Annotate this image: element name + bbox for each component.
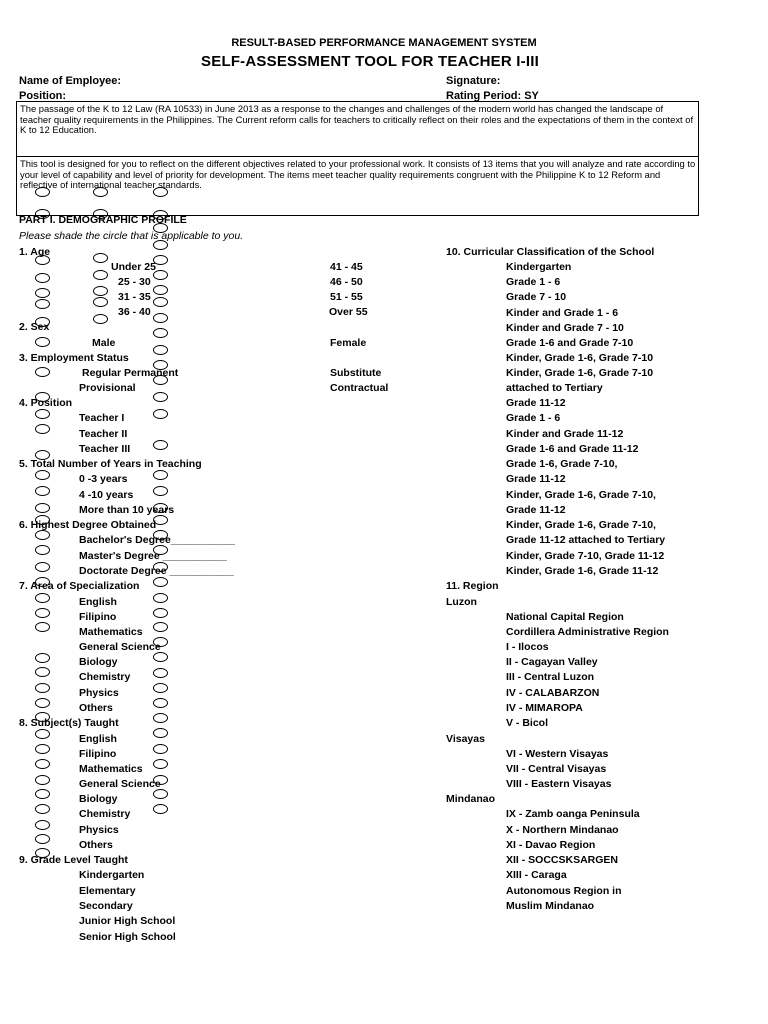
years-option: 0 -3 years (79, 473, 128, 485)
employment-option: Contractual (330, 382, 389, 394)
region-option: Autonomous Region in (506, 885, 622, 897)
subject-option: English (79, 733, 117, 745)
shade-circle[interactable] (153, 255, 168, 265)
years-option: More than 10 years (79, 504, 175, 516)
shade-circle[interactable] (153, 789, 168, 799)
shade-circle[interactable] (35, 255, 50, 265)
degree-option: Bachelor's Degree___________ (79, 534, 236, 546)
region-option: National Capital Region (506, 611, 624, 623)
region-option: VIII - Eastern Visayas (506, 778, 612, 790)
shade-circle[interactable] (153, 392, 168, 402)
curricular-option: Kinder, Grade 1-6, Grade 7-10 (506, 367, 654, 379)
shade-circle[interactable] (35, 820, 50, 830)
shade-circle[interactable] (153, 297, 168, 307)
shade-circle[interactable] (93, 187, 108, 197)
shade-circle[interactable] (35, 775, 50, 785)
curricular-option: Kinder and Grade 7 - 10 (506, 322, 624, 334)
shade-circle[interactable] (35, 562, 50, 572)
region-option: I - Ilocos (506, 641, 549, 653)
shade-circle[interactable] (153, 313, 168, 323)
shade-circle[interactable] (35, 683, 50, 693)
q8-title: 8. Subject(s) Taught (19, 717, 119, 729)
shade-circle[interactable] (153, 210, 168, 220)
part1-instruction: Please shade the circle that is applicable to you. (19, 230, 244, 242)
position-option: Teacher III (79, 443, 131, 455)
shade-circle[interactable] (153, 668, 168, 678)
q1-title: 1. Age (19, 246, 51, 258)
shade-circle[interactable] (153, 593, 168, 603)
curricular-option: Grade 11-12 (506, 473, 566, 485)
curricular-option: Grade 1 - 6 (506, 412, 561, 424)
grade-level-option: Senior High School (79, 931, 176, 943)
region-option: X - Northern Mindanao (506, 824, 619, 836)
shade-circle[interactable] (35, 545, 50, 555)
shade-circle[interactable] (153, 470, 168, 480)
shade-circle[interactable] (153, 187, 168, 197)
grade-level-option: Secondary (79, 900, 133, 912)
shade-circle[interactable] (35, 530, 50, 540)
shade-circle[interactable] (153, 622, 168, 632)
intro-paragraph-1: The passage of the K to 12 Law (RA 10533) in June 2013 as a response to the changes and challenges of the modern world has changed the landscape of teacher quality requirements in the Philippines. The Current reform calls for teachers to critically reflect on their roles and the expectations of them in the context of K to 12 Education. (20, 103, 694, 136)
subject-option: General Science (79, 778, 161, 790)
shade-circle[interactable] (153, 328, 168, 338)
shade-circle[interactable] (35, 608, 50, 618)
region-option: IV - MIMAROPA (506, 702, 583, 714)
region-option: IX - Zamb oanga Peninsula (506, 808, 640, 820)
subject-option: Biology (79, 793, 118, 805)
shade-circle[interactable] (93, 297, 108, 307)
employee-name-label: Name of Employee: (19, 75, 122, 87)
position-label: Position: (19, 90, 67, 102)
shade-circle[interactable] (93, 253, 108, 263)
shade-circle[interactable] (153, 545, 168, 555)
employment-option: Provisional (79, 382, 136, 394)
shade-circle[interactable] (35, 698, 50, 708)
grade-level-option: Kindergarten (79, 869, 145, 881)
shade-circle[interactable] (153, 759, 168, 769)
curricular-option: Grade 1-6 and Grade 11-12 (506, 443, 639, 455)
shade-circle[interactable] (153, 515, 168, 525)
sex-option: Male (92, 337, 116, 349)
specialization-option: Physics (79, 687, 119, 699)
q2-title: 2. Sex (19, 321, 50, 333)
region-option: XIII - Caraga (506, 869, 567, 881)
employment-option: Regular Permanent (82, 367, 179, 379)
shade-circle[interactable] (35, 653, 50, 663)
curricular-option: Kinder, Grade 1-6, Grade 7-10, (506, 519, 656, 531)
curricular-option: Kinder, Grade 1-6, Grade 11-12 (506, 565, 659, 577)
shade-circle[interactable] (35, 317, 50, 327)
q6-title: 6. Highest Degree Obtained (19, 519, 157, 531)
sex-option: Female (330, 337, 367, 349)
region-option: IV - CALABARZON (506, 687, 600, 699)
shade-circle[interactable] (93, 209, 108, 219)
shade-circle[interactable] (153, 683, 168, 693)
age-option: 41 - 45 (330, 261, 363, 273)
position-option: Teacher II (79, 428, 128, 440)
region-group-luzon: Luzon (446, 596, 477, 608)
intro-divider (17, 156, 698, 157)
region-option: VI - Western Visayas (506, 748, 609, 760)
intro-box (16, 101, 699, 216)
years-option: 4 -10 years (79, 489, 134, 501)
q7-title: 7. Area of Specialization (19, 580, 140, 592)
shade-circle[interactable] (35, 834, 50, 844)
shade-circle[interactable] (35, 622, 50, 632)
region-option: III - Central Luzon (506, 671, 595, 683)
region-option: XI - Davao Region (506, 839, 596, 851)
shade-circle[interactable] (93, 314, 108, 324)
system-title: RESULT-BASED PERFORMANCE MANAGEMENT SYSTEM (231, 37, 537, 49)
rating-period-label: Rating Period: SY (446, 90, 539, 102)
q3-title: 3. Employment Status (19, 352, 129, 364)
shade-circle[interactable] (35, 515, 50, 525)
shade-circle[interactable] (35, 804, 50, 814)
shade-circle[interactable] (153, 503, 168, 513)
shade-circle[interactable] (35, 392, 50, 402)
shade-circle[interactable] (153, 223, 168, 233)
curricular-option: Kinder, Grade 1-6, Grade 7-10 (506, 352, 654, 364)
shade-circle[interactable] (35, 667, 50, 677)
shade-circle[interactable] (35, 273, 50, 283)
curricular-option: Grade 1-6, Grade 7-10, (506, 458, 618, 470)
q5-title: 5. Total Number of Years in Teaching (19, 458, 202, 470)
shade-circle[interactable] (35, 593, 50, 603)
shade-circle[interactable] (153, 375, 168, 385)
shade-circle[interactable] (35, 759, 50, 769)
intro-paragraph-2: This tool is designed for you to reflect on the different objectives related to your professional work. It consists of 13 items that you will analyze and rate according to your level of capability and level of priority for development. The items meet teacher quality requirements congruent with the Philippine K to 12 Reform and reflective of international teacher standards. (20, 158, 696, 191)
region-option: VII - Central Visayas (506, 763, 607, 775)
curricular-option: Grade 11-12 (506, 504, 566, 516)
signature-label: Signature: (446, 75, 501, 87)
grade-level-option: Junior High School (79, 915, 176, 927)
degree-option: Doctorate Degree ___________ (79, 565, 234, 577)
shade-circle[interactable] (35, 486, 50, 496)
shade-circle[interactable] (153, 409, 168, 419)
shade-circle[interactable] (35, 337, 50, 347)
age-option: Under 25 (111, 261, 156, 273)
tool-title: SELF-ASSESSMENT TOOL FOR TEACHER I-III (201, 53, 539, 70)
curricular-option: attached to Tertiary (506, 382, 603, 394)
shade-circle[interactable] (35, 729, 50, 739)
q9-title: 9. Grade Level Taught (19, 854, 128, 866)
age-option: 36 - 40 (118, 306, 151, 318)
shade-circle[interactable] (153, 360, 168, 370)
shade-circle[interactable] (35, 288, 50, 298)
shade-circle[interactable] (153, 440, 168, 450)
part1-title: PART I. DEMOGRAPHIC PROFILE (19, 214, 187, 226)
region-option: V - Bicol (506, 717, 549, 729)
shade-circle[interactable] (153, 530, 168, 540)
specialization-option: Biology (79, 656, 118, 668)
shade-circle[interactable] (153, 637, 168, 647)
shade-circle[interactable] (153, 713, 168, 723)
shade-circle[interactable] (153, 728, 168, 738)
shade-circle[interactable] (153, 270, 168, 280)
specialization-option: Chemistry (79, 671, 131, 683)
age-option: 31 - 35 (118, 291, 151, 303)
curricular-option: Kinder and Grade 11-12 (506, 428, 624, 440)
shade-circle[interactable] (35, 367, 50, 377)
specialization-option: Filipino (79, 611, 117, 623)
subject-option: Chemistry (79, 808, 131, 820)
shade-circle[interactable] (153, 652, 168, 662)
curricular-option: Grade 7 - 10 (506, 291, 567, 303)
shade-circle[interactable] (153, 698, 168, 708)
curricular-option: Grade 11-12 (506, 397, 566, 409)
shade-circle[interactable] (35, 424, 50, 434)
subject-option: Physics (79, 824, 119, 836)
shade-circle[interactable] (35, 789, 50, 799)
shade-circle[interactable] (153, 775, 168, 785)
shade-circle[interactable] (35, 744, 50, 754)
shade-circle[interactable] (35, 848, 50, 858)
curricular-option: Kindergarten (506, 261, 572, 273)
shade-circle[interactable] (35, 577, 50, 587)
subject-option: Mathematics (79, 763, 143, 775)
curricular-option: Grade 1-6 and Grade 7-10 (506, 337, 634, 349)
shade-circle[interactable] (93, 286, 108, 296)
specialization-option: English (79, 596, 117, 608)
q4-title: 4. Position (19, 397, 73, 409)
age-option: Over 55 (329, 306, 368, 318)
region-option: Muslim Mindanao (506, 900, 595, 912)
q11-title: 11. Region (446, 580, 499, 592)
shade-circle[interactable] (153, 608, 168, 618)
region-option: II - Cagayan Valley (506, 656, 598, 668)
shade-circle[interactable] (35, 503, 50, 513)
shade-circle[interactable] (153, 486, 168, 496)
specialization-option: Mathematics (79, 626, 143, 638)
region-option: XII - SOCCSKSARGEN (506, 854, 619, 866)
subject-option: Filipino (79, 748, 117, 760)
shade-circle[interactable] (35, 470, 50, 480)
position-option: Teacher I (79, 412, 125, 424)
shade-circle[interactable] (153, 562, 168, 572)
grade-level-option: Elementary (79, 885, 136, 897)
curricular-option: Grade 11-12 attached to Tertiary (506, 534, 666, 546)
region-group-visayas: Visayas (446, 733, 485, 745)
age-option: 25 - 30 (118, 276, 151, 288)
shade-circle[interactable] (153, 804, 168, 814)
specialization-option: Others (79, 702, 113, 714)
region-option: Cordillera Administrative Region (506, 626, 669, 638)
age-option: 46 - 50 (330, 276, 363, 288)
shade-circle[interactable] (35, 450, 50, 460)
shade-circle[interactable] (35, 409, 50, 419)
shade-circle[interactable] (153, 744, 168, 754)
shade-circle[interactable] (153, 240, 168, 250)
shade-circle[interactable] (153, 345, 168, 355)
shade-circle[interactable] (35, 187, 50, 197)
region-group-mindanao: Mindanao (446, 793, 495, 805)
shade-circle[interactable] (35, 299, 50, 309)
employment-option: Substitute (330, 367, 382, 379)
curricular-option: Grade 1 - 6 (506, 276, 561, 288)
shade-circle[interactable] (93, 270, 108, 280)
shade-circle[interactable] (35, 209, 50, 219)
shade-circle[interactable] (153, 285, 168, 295)
specialization-option: General Science (79, 641, 161, 653)
degree-option: Master's Degree ___________ (79, 550, 227, 562)
curricular-option: Kinder, Grade 7-10, Grade 11-12 (506, 550, 665, 562)
shade-circle[interactable] (35, 712, 50, 722)
shade-circle[interactable] (153, 577, 168, 587)
subject-option: Others (79, 839, 113, 851)
curricular-option: Kinder, Grade 1-6, Grade 7-10, (506, 489, 656, 501)
q10-title: 10. Curricular Classification of the School (446, 246, 655, 258)
curricular-option: Kinder and Grade 1 - 6 (506, 307, 619, 319)
age-option: 51 - 55 (330, 291, 363, 303)
